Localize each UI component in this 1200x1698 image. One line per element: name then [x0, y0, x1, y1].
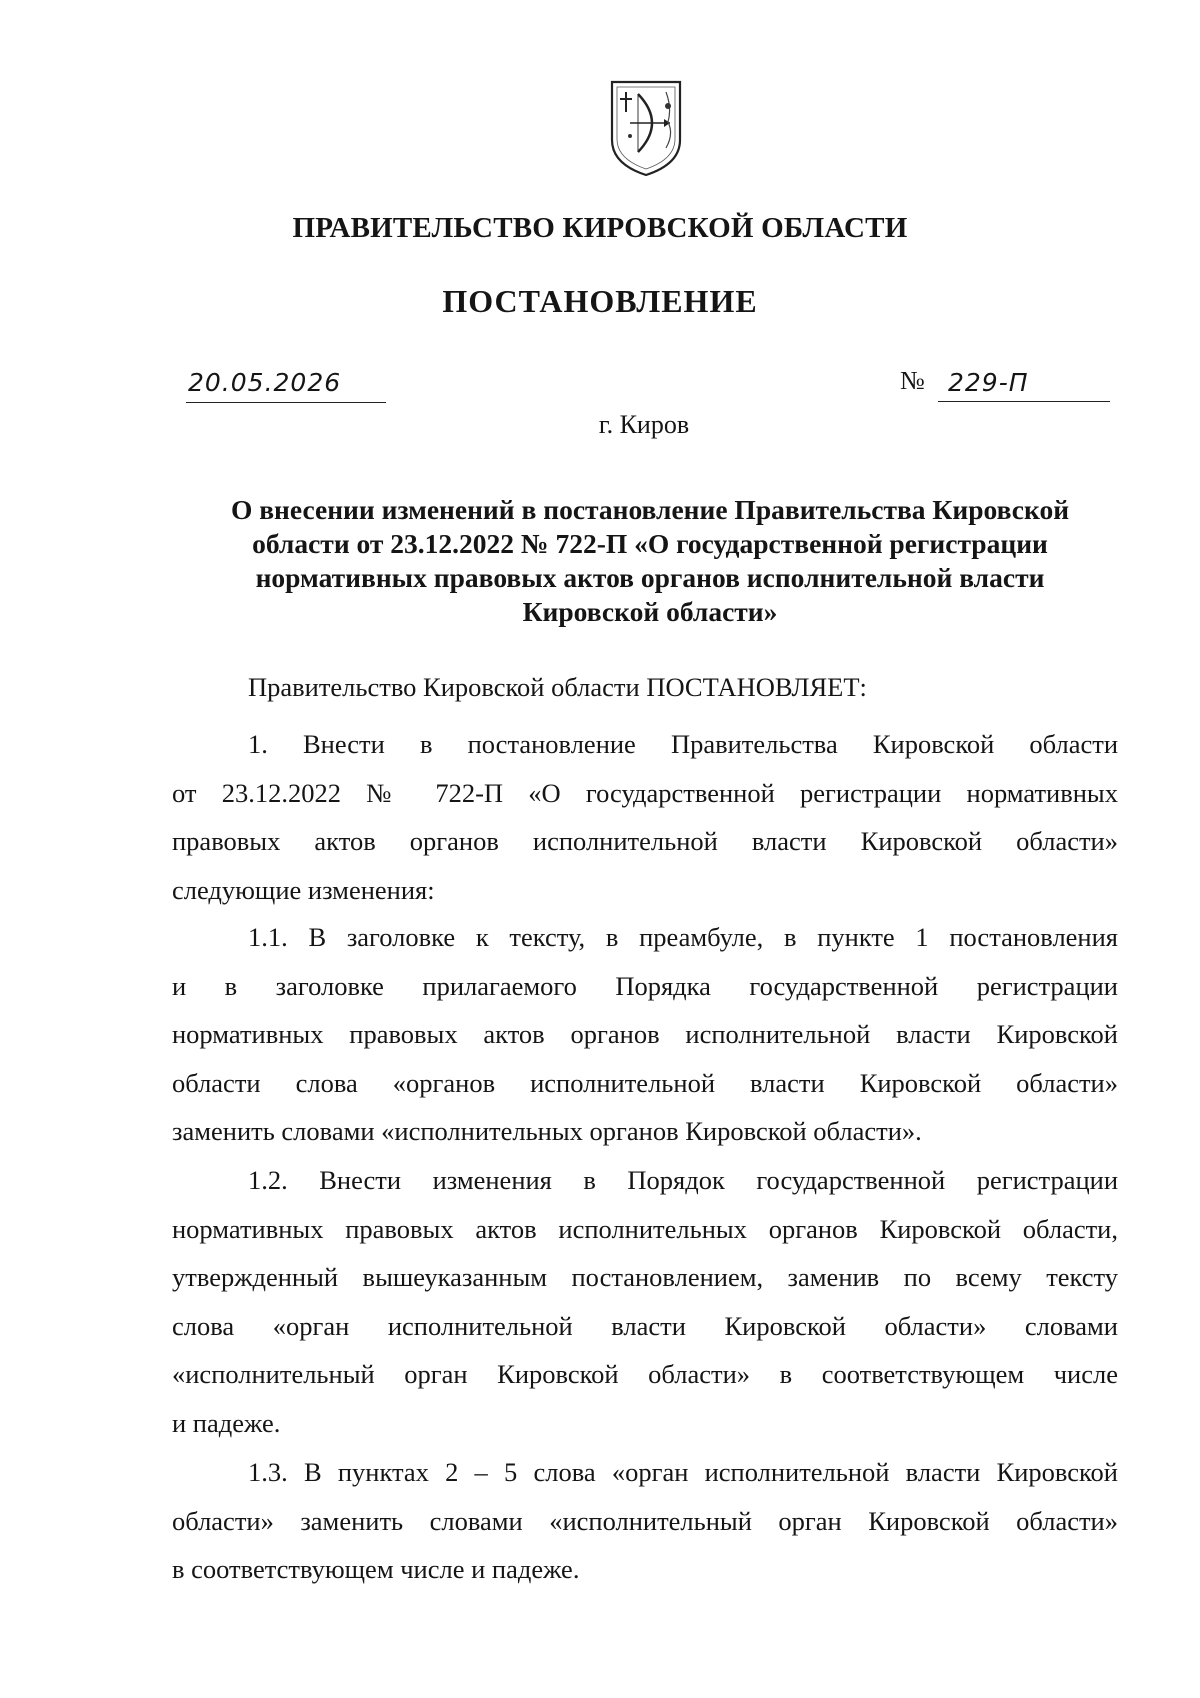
- paragraph-line: следующие изменения:: [172, 874, 435, 905]
- title-line: О внесении изменений в постановление Правительства Кировской: [230, 494, 1070, 525]
- document-date: 20.05.2026: [188, 368, 342, 397]
- paragraph-line: заменить словами «исполнительных органов Кировской области».: [172, 1116, 922, 1146]
- number-sign: №: [900, 366, 925, 395]
- paragraph-1: [172, 720, 1118, 914]
- paragraph-line: 1.1. В заголовке к тексту, в преамбуле, в пункте 1 постановления: [248, 922, 1118, 952]
- paragraph-line: и в заголовке прилагаемого Порядка государственной регистрации: [172, 970, 1118, 1001]
- title-line: области от 23.12.2022 № 722-П «О государственной регистрации: [252, 528, 1048, 559]
- paragraph-line: правовых актов органов исполнительной власти Кировской области»: [172, 826, 1118, 856]
- paragraph-line: 1. Внести в постановление Правительства Кировской области: [248, 729, 1118, 759]
- document-number-field: [900, 366, 1110, 402]
- document-type: ПОСТАНОВЛЕНИЕ: [442, 283, 758, 319]
- title-line: нормативных правовых актов органов исполнительной власти: [255, 562, 1045, 593]
- paragraph-line: слова «орган исполнительной власти Кировской области» словами: [172, 1310, 1118, 1341]
- document-title: [190, 493, 1110, 629]
- paragraph-line: 1.3. В пунктах 2 – 5 слова «орган исполнительной власти Кировской: [248, 1457, 1118, 1487]
- paragraph-line: нормативных правовых актов исполнительных органов Кировской области,: [172, 1213, 1118, 1244]
- paragraph-line: 1.2. Внести изменения в Порядок государственной регистрации: [248, 1165, 1118, 1195]
- number-underline: [938, 401, 1110, 402]
- coat-of-arms-icon: [608, 78, 684, 178]
- document-date-field: [186, 368, 386, 403]
- paragraph-line: «исполнительный орган Кировской области» в соответствующем числе: [172, 1359, 1118, 1389]
- paragraph-line: области слова «органов исполнительной власти Кировской области»: [172, 1067, 1118, 1098]
- paragraph-1-2: [172, 1156, 1118, 1447]
- document-number: 229-П: [948, 368, 1029, 397]
- paragraph-1-1: [172, 913, 1118, 1156]
- paragraph-line: и падеже.: [172, 1407, 281, 1438]
- paragraph-line: от 23.12.2022 № 722-П «О государственной регистрации нормативных: [172, 777, 1118, 808]
- document-city: г. Киров: [598, 410, 690, 439]
- preamble: Правительство Кировской области ПОСТАНОВЛЯЕТ:: [248, 672, 867, 702]
- paragraph-line: в соответствующем числе и падеже.: [172, 1554, 580, 1584]
- paragraph-line: утвержденный вышеуказанным постановлением, заменив по всему тексту: [172, 1262, 1118, 1292]
- paragraph-1-3: [172, 1448, 1118, 1594]
- paragraph-line: нормативных правовых актов органов исполнительной власти Кировской: [172, 1019, 1118, 1049]
- organization-name: ПРАВИТЕЛЬСТВО КИРОВСКОЙ ОБЛАСТИ: [292, 212, 908, 244]
- title-line: Кировской области»: [522, 596, 778, 627]
- paragraph-line: области» заменить словами «исполнительный орган Кировской области»: [172, 1505, 1118, 1536]
